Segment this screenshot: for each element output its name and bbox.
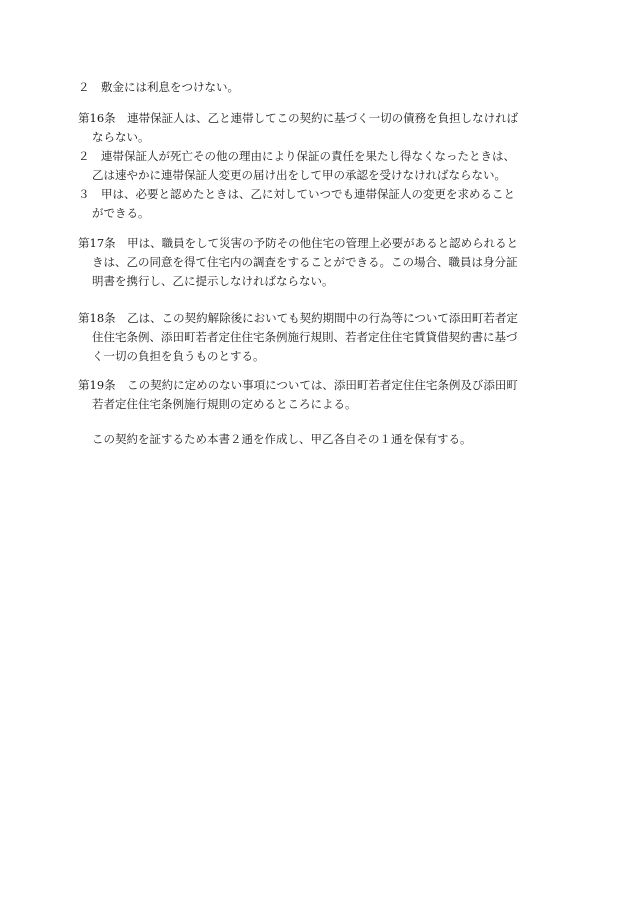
text-line: ２ 連帯保証人が死亡その他の理由により保証の責任を果たし得なくなったときは、 <box>78 149 515 163</box>
article-16-paragraph-2 <box>78 147 515 185</box>
text-line: 第17条 甲は、職員をして災害の予防その他住宅の管理上必要があると認められると <box>78 236 519 250</box>
article-17 <box>78 234 518 291</box>
article-19 <box>78 376 518 414</box>
text-line: 乙は速やかに連帯保証人変更の届け出をして甲の承認を受けなければならない。 <box>92 168 506 182</box>
article-16 <box>78 109 518 147</box>
text-line: 明書を携行し、乙に提示しなければならない。 <box>92 274 334 288</box>
text-line: ならない。 <box>92 130 150 144</box>
article-18 <box>78 309 518 366</box>
text-line: く一切の負担を負うものとする。 <box>92 349 265 363</box>
text-line: 第16条 連帯保証人は、乙と連帯してこの契約に基づく一切の債務を負担しなければ <box>78 111 519 125</box>
text-line: 第19条 この契約に定めのない事項については、添田町若者定住住宅条例及び添田町 <box>78 378 518 392</box>
text-line: 第18条 乙は、この契約解除後においても契約期間中の行為等について添田町若者定 <box>78 311 518 325</box>
article-16-paragraph-3 <box>78 185 515 223</box>
paragraph-deposit-interest <box>78 78 239 97</box>
text-line: ２ 敷金には利息をつけない。 <box>78 80 239 94</box>
text-line: この契約を証するため本書２通を作成し、甲乙各自その１通を保有する。 <box>92 432 472 446</box>
text-line: きは、乙の同意を得て住宅内の調査をすることができる。この場合、職員は身分証 <box>92 255 518 269</box>
closing-statement <box>92 430 472 449</box>
text-line: 若者定住住宅条例施行規則の定めるところによる。 <box>92 397 357 411</box>
text-line: ができる。 <box>92 206 150 220</box>
text-line: ３ 甲は、必要と認めたときは、乙に対していつでも連帯保証人の変更を求めること <box>78 187 515 201</box>
text-line: 住住宅条例、添田町若者定住住宅条例施行規則、若者定住住宅賃貸借契約書に基づ <box>92 330 518 344</box>
